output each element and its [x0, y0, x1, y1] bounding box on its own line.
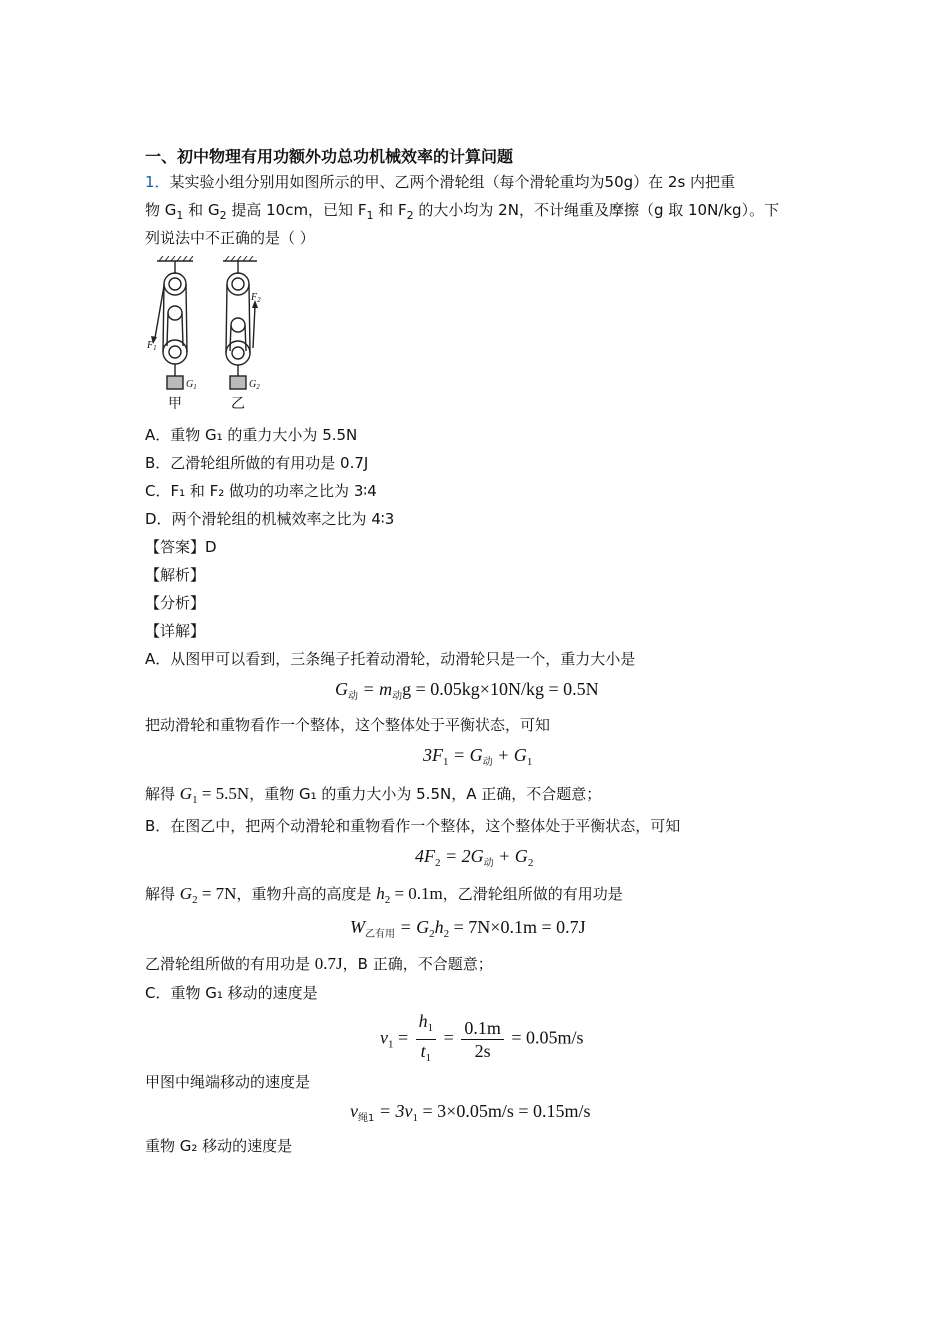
figure-label-jia: 甲 [168, 396, 182, 412]
a3-eqv: = 5.5N [197, 784, 250, 803]
question-line-2 [145, 200, 779, 226]
question-line-1 [145, 172, 735, 192]
figure-f1-label: F [147, 340, 154, 351]
eq1-g: G [335, 679, 348, 699]
eq5-ts: 1 [425, 1052, 432, 1064]
eq1-sub: 动 [348, 691, 358, 702]
b2-eqv: = 7N [197, 884, 237, 903]
eq3-s1: 2 [435, 857, 441, 869]
answer: 【答案】D [145, 538, 217, 556]
b2-eq: G [179, 884, 193, 903]
analysis-c-line-1: C．重物 G₁ 移动的速度是 [145, 984, 318, 1002]
eq5-hs: 1 [427, 1022, 434, 1034]
q-sub-1: 1 [176, 209, 184, 222]
equation-2 [423, 744, 532, 774]
b3-post: ，B 正确，不合题意； [342, 955, 493, 973]
eq5-d: 2s [474, 1041, 491, 1061]
q-frag-a: 物 G [145, 201, 177, 219]
svg-text:G1 [186, 379, 197, 391]
q-sub-2: 2 [219, 209, 227, 222]
equation-4 [350, 916, 586, 946]
b2-hs: 2 [384, 894, 391, 906]
eq6-m: = 3v [374, 1101, 413, 1121]
eq1-sub2: 动 [392, 691, 403, 702]
b3-pre: 乙滑轮组所做的有用功是 [145, 955, 315, 973]
question-text-1: 某实验小组分别用如图所示的甲、乙两个滑轮组（每个滑轮重均为50g）在 2s 内把重 [169, 173, 736, 191]
eq2-lhs: 3F [423, 745, 443, 765]
eq3-m: = 2G [440, 846, 484, 866]
figure-g1-sub: 1 [193, 383, 197, 391]
eq5-t: t [420, 1041, 426, 1061]
equation-1 [335, 678, 599, 708]
q-frag-c: 提高 10cm，已知 F [226, 201, 367, 219]
eq4-s: 乙有用 [365, 929, 395, 940]
eq2-s3: 1 [526, 756, 533, 768]
figure-g2-label: G [249, 379, 257, 390]
eq2-s1: 1 [443, 756, 449, 768]
q-frag-d: 和 F [373, 201, 407, 219]
q-frag-b: 和 G [183, 201, 220, 219]
question-line-3: 列说法中不正确的是（ ） [145, 229, 315, 247]
eq2-m: = G [448, 745, 483, 765]
question-number: 1． [145, 173, 170, 191]
eq2-s2: 动 [482, 757, 493, 768]
eq5-n: 0.1m [461, 1017, 504, 1040]
eq6-e: = 3×0.05m/s = 0.15m/s [418, 1101, 591, 1121]
xiangjie-heading: 【详解】 [145, 622, 206, 640]
eq3-lhs: 4F [415, 846, 435, 866]
analysis-b-line-2 [145, 884, 623, 910]
analysis-b-line-3 [145, 954, 493, 974]
q-sub-4: 2 [406, 209, 414, 222]
eq4-e: = 7N×0.1m = 0.7J [449, 917, 586, 937]
svg-text:F2 [250, 292, 261, 304]
b2-hv: = 0.1m [390, 884, 443, 903]
b2-post: ，乙滑轮组所做的有用功是 [442, 885, 623, 903]
a3-post: ，重物 G₁ 的重力大小为 5.5N，A 正确，不合题意； [249, 785, 602, 803]
eq5-frac-values [461, 1017, 504, 1062]
eq4-s2: 2 [429, 928, 435, 940]
figure-g1-label: G [186, 379, 194, 390]
equation-3 [415, 845, 533, 875]
pulley-figure [145, 256, 275, 416]
eq3-s2: 动 [483, 858, 494, 869]
eq5-e: = 0.05m/s [511, 1027, 584, 1048]
eq4-m: = G [395, 917, 430, 937]
option-d: D．两个滑轮组的机械效率之比为 4∶3 [145, 510, 395, 528]
b2-mid: ，重物升高的高度是 [236, 885, 377, 903]
svg-text:G2 [249, 379, 260, 391]
option-a: A．重物 G₁ 的重力大小为 5.5N [145, 426, 358, 444]
eq2-e: + G [492, 745, 527, 765]
q-sub-3: 1 [366, 209, 374, 222]
figure-f1-sub: 1 [153, 344, 157, 352]
a3-pre: 解得 [145, 785, 180, 803]
a3-eq: G [179, 784, 193, 803]
figure-f2-label: F [251, 292, 258, 303]
eq5-v: v [380, 1027, 388, 1048]
eq4-w: W [350, 917, 365, 937]
analysis-c-line-3: 重物 G₂ 移动的速度是 [145, 1137, 293, 1155]
eq3-s3: 2 [527, 857, 534, 869]
eq6-s2: 1 [412, 1112, 419, 1124]
a3-eqs: 1 [192, 794, 198, 806]
b2-pre: 解得 [145, 885, 180, 903]
eq6-v: v [350, 1101, 358, 1121]
svg-text:F1 [146, 340, 157, 352]
b2-eqs: 2 [192, 894, 198, 906]
option-c: C．F₁ 和 F₂ 做功的功率之比为 3∶4 [145, 482, 377, 500]
option-b: B．乙滑轮组所做的有用功是 0.7J [145, 454, 369, 472]
eq4-s3: 2 [443, 928, 450, 940]
section-title: 一、初中物理有用功额外功总功机械效率的计算问题 [145, 147, 514, 166]
q-frag-e: 的大小均为 2N，不计绳重及摩擦（g 取 10N/kg）。下 [413, 201, 780, 219]
eq5-s: 1 [388, 1038, 394, 1051]
b2-h: h [376, 884, 385, 903]
eq5-frac-h-t [416, 1010, 437, 1069]
analysis-c-line-2: 甲图中绳端移动的速度是 [145, 1073, 311, 1091]
eq1-m: = m [358, 679, 393, 699]
figure-f2-sub: 2 [257, 296, 261, 304]
figure-label-yi: 乙 [231, 396, 245, 412]
eq6-s: 绳1 [358, 1113, 375, 1124]
analysis-a-line-1: A．从图甲可以看到，三条绳子托着动滑轮，动滑轮只是一个，重力大小是 [145, 650, 636, 668]
equation-6 [350, 1100, 590, 1130]
jiexi-heading: 【解析】 [145, 566, 206, 584]
eq4-h: h [434, 917, 444, 937]
analysis-a-line-3 [145, 784, 601, 810]
equation-5: $v_1$ = $\frac{h_1}{t_1}$ = $\frac{0.1m}{2s}$ = 0.05m/s [380, 1010, 584, 1069]
fenxi-heading: 【分析】 [145, 594, 206, 612]
analysis-a-line-2: 把动滑轮和重物看作一个整体，这个整体处于平衡状态，可知 [145, 716, 551, 734]
analysis-b-line-1: B．在图乙中，把两个动滑轮和重物看作一个整体，这个整体处于平衡状态，可知 [145, 817, 681, 835]
figure-g2-sub: 2 [256, 383, 260, 391]
eq3-e: + G [493, 846, 528, 866]
eq5-h: h [418, 1011, 428, 1031]
b3-v: 0.7J [314, 954, 343, 973]
eq1-rhs: g = 0.05kg×10N/kg = 0.5N [402, 679, 599, 699]
